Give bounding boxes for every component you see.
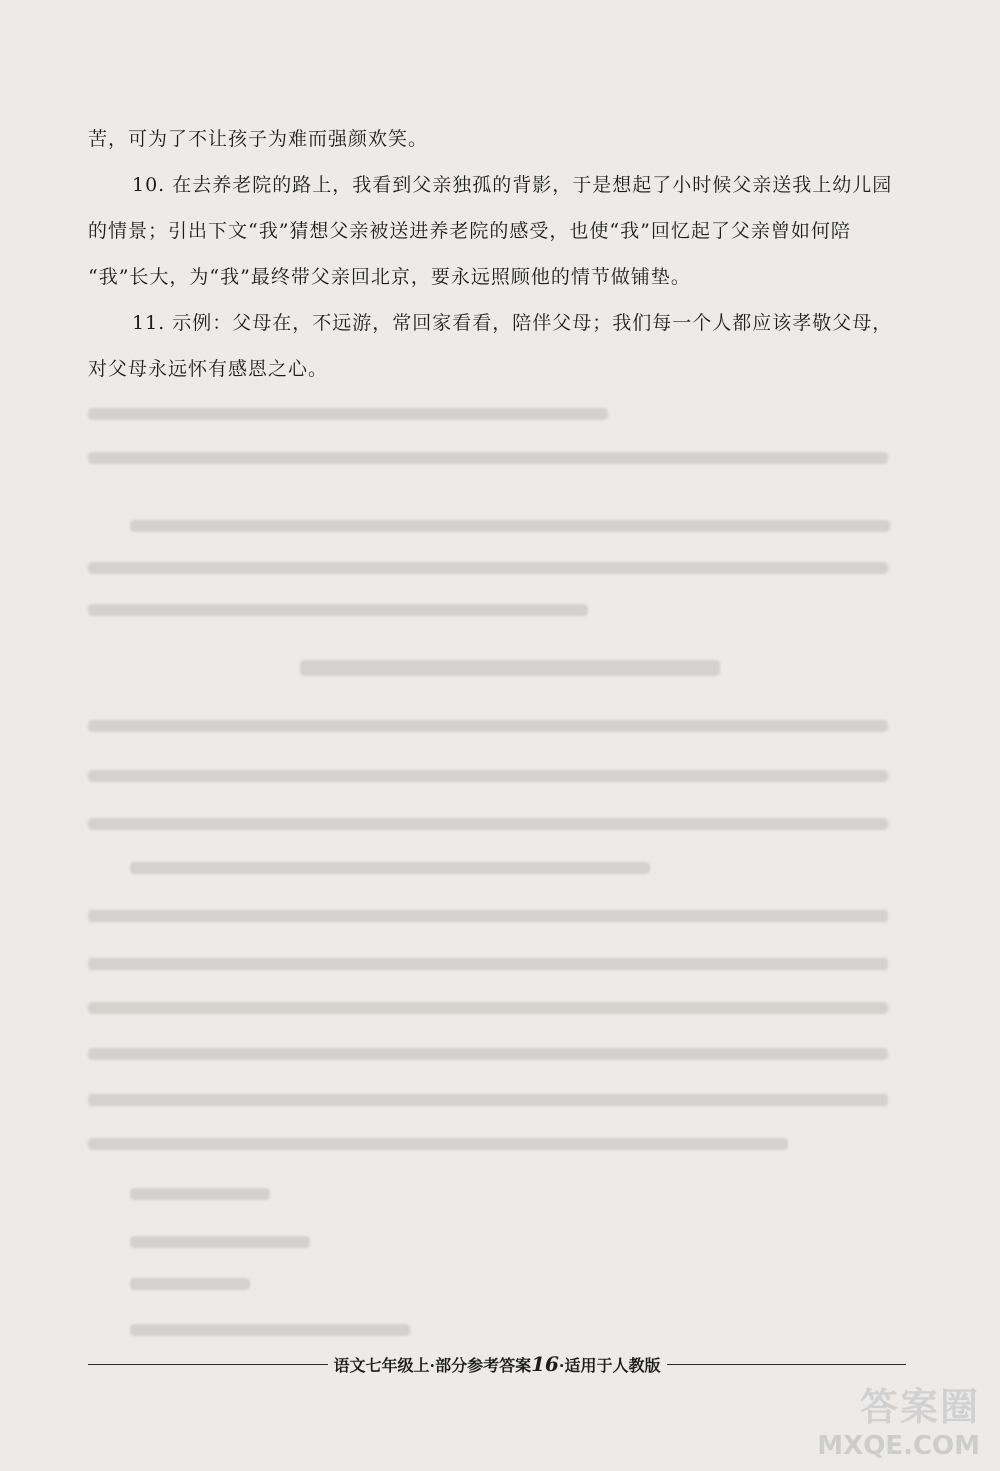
answer-text bbox=[88, 0, 918, 380]
text-line: 苦，可为了不让孩子为难而强颜欢笑。 bbox=[88, 128, 429, 150]
question-11-line-2: 对父母永远怀有感恩之心。 bbox=[88, 358, 329, 380]
question-10-line-3: “我”长大，为“我”最终带父亲回北京，要永远照顾他的情节做铺垫。 bbox=[88, 266, 691, 288]
footer-text-a: 语文七年级上·部分参考答案 bbox=[333, 1356, 532, 1375]
question-10-line-1: 10. 在去养老院的路上，我看到父亲独孤的背影，于是想起了小时候父亲送我上幼儿园 bbox=[132, 174, 893, 196]
footer-rule-right bbox=[667, 1364, 907, 1365]
footer-label bbox=[328, 1352, 667, 1376]
watermark-url: MXQE.COM bbox=[817, 1431, 980, 1461]
page-number: 16 bbox=[531, 1352, 559, 1376]
footer-text-b: ·适用于人教版 bbox=[558, 1356, 661, 1375]
page-footer bbox=[88, 1353, 906, 1375]
footer-rule-left bbox=[88, 1364, 328, 1365]
question-11-line-1: 11. 示例：父母在，不远游，常回家看看，陪伴父母；我们每一个人都应该孝敬父母， bbox=[132, 312, 893, 334]
question-10-line-2: 的情景；引出下文“我”猜想父亲被送进养老院的感受，也使“我”回忆起了父亲曾如何陪 bbox=[88, 220, 851, 242]
watermark-logo bbox=[817, 1376, 980, 1461]
watermark-logo-text: 答案圈 bbox=[859, 1385, 980, 1429]
